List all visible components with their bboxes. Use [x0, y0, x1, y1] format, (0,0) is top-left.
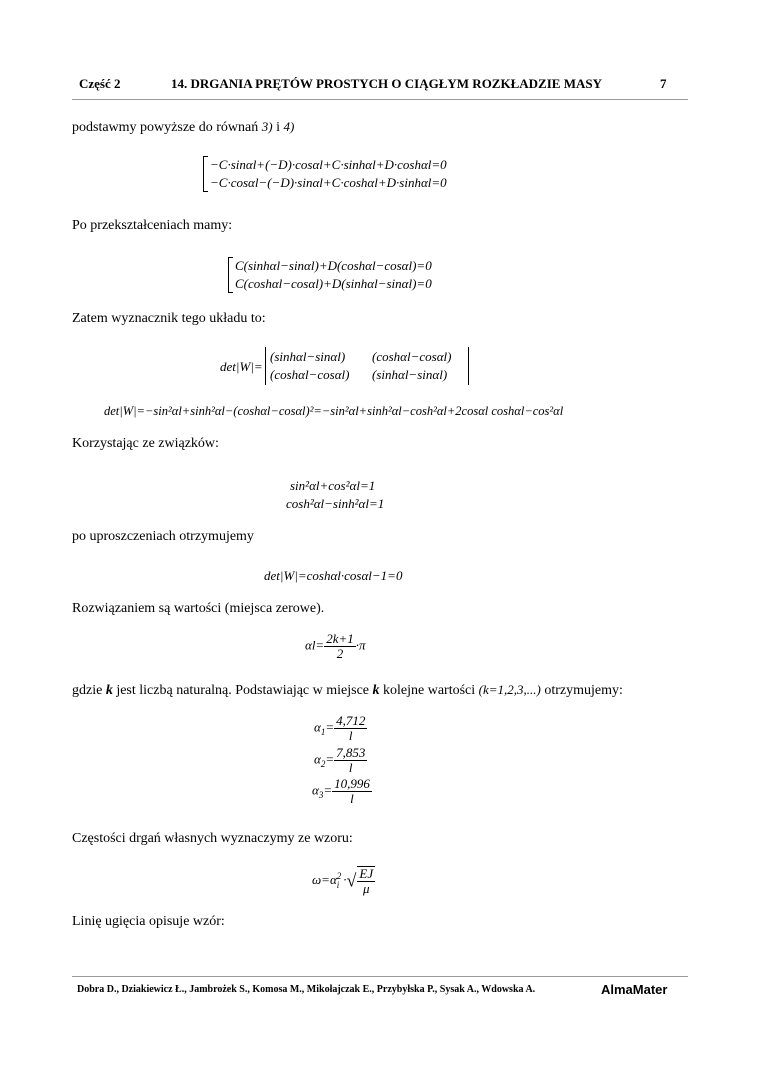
solution-fraction: [324, 632, 356, 661]
determinant-expanded: det|W|=−sin²αl+sinh²αl−(coshαl−cosαl)²=−sin²αl+sinh²αl−cosh²αl+2cosαl coshαl−cos²αl: [104, 404, 564, 418]
paragraph-deflection-line: Linię ugięcia opisuje wzór:: [72, 914, 225, 929]
det-cell: (sinhαl−sinαl): [270, 349, 346, 364]
omega-superscript: 2: [336, 871, 342, 881]
det-cell: (coshαl−cosαl): [270, 367, 350, 382]
det-cell: (coshαl−cosαl): [372, 349, 452, 364]
paragraph-determinant: Zatem wyznacznik tego układu to:: [72, 311, 266, 326]
omega-formula: [312, 866, 375, 896]
paragraph-natural-k: [72, 682, 623, 699]
alpha-symbol: α: [314, 751, 321, 767]
k-values-set: (k=1,2,3,...): [478, 682, 541, 697]
text-substitute: podstawmy powyższe do równań: [72, 120, 259, 135]
equation-system-2: [228, 257, 432, 293]
paragraph-natural-frequencies: Częstości drgań własnych wyznaczymy ze wzoru:: [72, 831, 353, 846]
brace: [228, 257, 233, 293]
alpha-value-1: $\alpha_1=$ $\frac{4,712}{l}$: [314, 713, 366, 743]
alpha-index: 2: [320, 759, 326, 770]
alpha-fraction: [332, 777, 372, 806]
identity-trig: sin²αl+cos²αl=1: [290, 478, 376, 493]
fraction-numerator: 4,712: [336, 713, 366, 728]
fraction-denominator: l: [348, 760, 353, 775]
header-page-number: 7: [660, 76, 667, 91]
equation-frequency: det|W|=coshαl·cosαl−1=0: [264, 568, 403, 583]
determinant-label: det|W|=: [220, 359, 263, 374]
alpha-value-3: $\alpha_3=$ $\frac{10,996}{l}$: [312, 776, 370, 806]
equation-line: C(sinhαl−sinαl)+D(coshαl−cosαl)=0: [235, 258, 432, 273]
alpha-symbol: α: [312, 782, 319, 798]
solution-formula: [305, 632, 366, 661]
brace: [203, 156, 208, 192]
fraction-numerator: 2k+1: [326, 631, 354, 646]
sqrt-radicand: [357, 866, 375, 896]
fraction-denominator: μ: [363, 881, 370, 896]
variable-k: k: [372, 683, 380, 698]
omega-fraction: [357, 867, 375, 896]
solution-rhs: ·π: [355, 637, 366, 653]
paragraph-identities: Korzystając ze związków:: [72, 436, 219, 451]
equation-line: −C·sinαl+(−D)·cosαl+C·sinhαl+D·coshαl=0: [210, 157, 447, 172]
paragraph-transformations: Po przekształceniach mamy:: [72, 218, 233, 233]
fraction-denominator: l: [348, 728, 353, 743]
fraction-numerator: EJ: [359, 866, 374, 881]
alpha-value-2: $\alpha_2=$ $\frac{7,853}{l}$: [314, 745, 366, 775]
paragraph-substitute: [72, 119, 294, 136]
footer-authors: Dobra D., Dziakiewicz Ł., Jambrożek S., Komosa M., Mikołajczak E., Przybyłska P., Sysak A., Wdowska A.: [77, 984, 536, 995]
alpha-fraction: [334, 746, 367, 775]
paragraph-solutions: Rozwiązaniem są wartości (miejsca zerowe).: [72, 601, 325, 616]
text: gdzie: [72, 683, 103, 698]
equation-system-1: [203, 156, 447, 192]
ref-eq-3: 3): [261, 119, 273, 134]
multiplication-dot: ·: [343, 871, 347, 887]
identity-hyperbolic: cosh²αl−sinh²αl=1: [286, 496, 385, 511]
variable-k: k: [105, 683, 113, 698]
header-part: Część 2: [79, 76, 121, 91]
determinant-matrix: [265, 347, 469, 385]
text: otrzymujemy:: [544, 683, 623, 698]
sqrt-icon: √: [346, 870, 357, 891]
equation-line: C(coshαl−cosαl)+D(sinhαl−sinαl)=0: [235, 276, 432, 291]
alpha-index: 3: [318, 790, 324, 801]
header-rule: [72, 99, 688, 100]
det-cell: (sinhαl−sinαl): [372, 367, 448, 382]
fraction-denominator: 2: [336, 646, 344, 661]
alpha-symbol: α: [314, 719, 321, 735]
equation-line: −C·cosαl−(−D)·sinαl+C·coshαl+D·sinhαl=0: [210, 175, 447, 190]
footer-brand: AlmaMater: [601, 982, 668, 997]
solution-lhs: αl=: [305, 637, 325, 653]
ref-eq-4: 4): [283, 119, 295, 134]
paragraph-simplified: po uproszczeniach otrzymujemy: [72, 529, 254, 544]
alpha-fraction: [334, 714, 367, 743]
fraction-numerator: 7,853: [336, 745, 366, 760]
omega-subscript: i: [336, 880, 340, 890]
fraction-numerator: 10,996: [334, 776, 370, 791]
omega-lhs: ω=α: [312, 871, 337, 887]
text-and: i: [276, 120, 280, 135]
footer-rule: [72, 976, 688, 977]
alpha-index: 1: [320, 727, 326, 738]
header-chapter-title: 14. DRGANIA PRĘTÓW PROSTYCH O CIĄGŁYM ROZKŁADZIE MASY: [171, 76, 602, 91]
text: jest liczbą naturalną. Podstawiając w miejsce: [116, 683, 370, 698]
fraction-denominator: l: [350, 791, 354, 806]
text: kolejne wartości: [383, 683, 476, 698]
